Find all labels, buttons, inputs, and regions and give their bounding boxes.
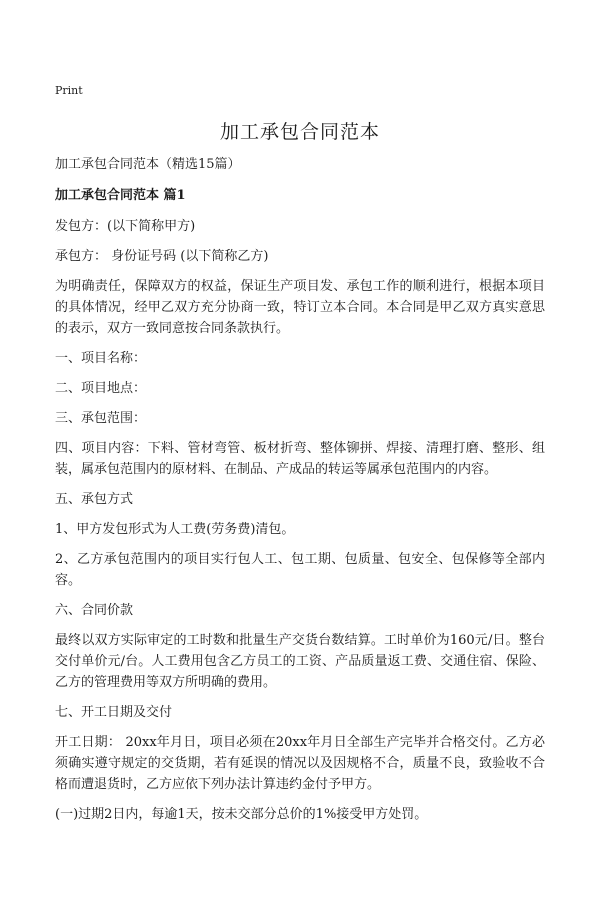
paragraph-employer: 发包方：(以下简称甲方) xyxy=(55,219,196,234)
paragraph-contract-scope: 三、承包范围： xyxy=(55,411,147,426)
paragraph-contract-price: 最终以双方实际审定的工时数和批量生产交货台数结算。工时单价为160元/日。整台交付单价元/台。人工费用包含乙方员工的工资、产品质量返工费、交通住宿、保险、乙方的管理费用等双方所明确的费用。 xyxy=(55,633,545,690)
paragraph-project-location: 二、项目地点： xyxy=(55,381,147,396)
paragraph-contract-price-heading: 六、合同价款 xyxy=(55,603,134,618)
paragraph-contract-method-heading: 五、承包方式 xyxy=(55,492,134,507)
paragraph-preamble: 为明确责任，保障双方的权益，保证生产项目发、承包工作的顺利进行，根据本项目的具体情况，经甲乙双方充分协商一致，特订立本合同。本合同是甲乙双方真实意思的表示，双方一致同意按合同条款执行。 xyxy=(55,279,545,336)
section-heading: 加工承包合同范本 篇1 xyxy=(55,188,186,203)
print-label: Print xyxy=(55,84,83,97)
paragraph-project-name: 一、项目名称： xyxy=(55,351,147,366)
paragraph-project-content: 四、项目内容：下料、管材弯管、板材折弯、整体铆拼、焊接、清理打磨、整形、组装，属承包范围内的原材料、在制品、产成品的转运等属承包范围内的内容。 xyxy=(55,441,545,477)
document-subtitle: 加工承包合同范本（精选15篇） xyxy=(55,157,241,172)
paragraph-penalty-1: (一)过期2日内，每逾1天，按未交部分总价的1%接受甲方处罚。 xyxy=(55,807,428,822)
paragraph-contract-method-1: 1、甲方发包形式为人工费(劳务费)清包。 xyxy=(55,522,295,537)
paragraph-start-date: 开工日期： 20xx年月日，项目必须在20xx年月日全部生产完毕并合格交付。乙方必须确实遵守规定的交货期，若有延误的情况以及因规格不合，质量不良，致验收不合格而遭退货时，乙方应依下列办法计算违约金付予甲方。 xyxy=(55,735,545,792)
paragraph-contractor: 承包方： 身份证号码 (以下简称乙方) xyxy=(55,249,269,264)
document-body xyxy=(55,154,545,834)
document-title: 加工承包合同范本 xyxy=(219,121,380,143)
paragraph-start-date-heading: 七、开工日期及交付 xyxy=(55,705,173,720)
paragraph-contract-method-2: 2、乙方承包范围内的项目实行包人工、包工期、包质量、包安全、包保修等全部内容。 xyxy=(55,552,545,588)
